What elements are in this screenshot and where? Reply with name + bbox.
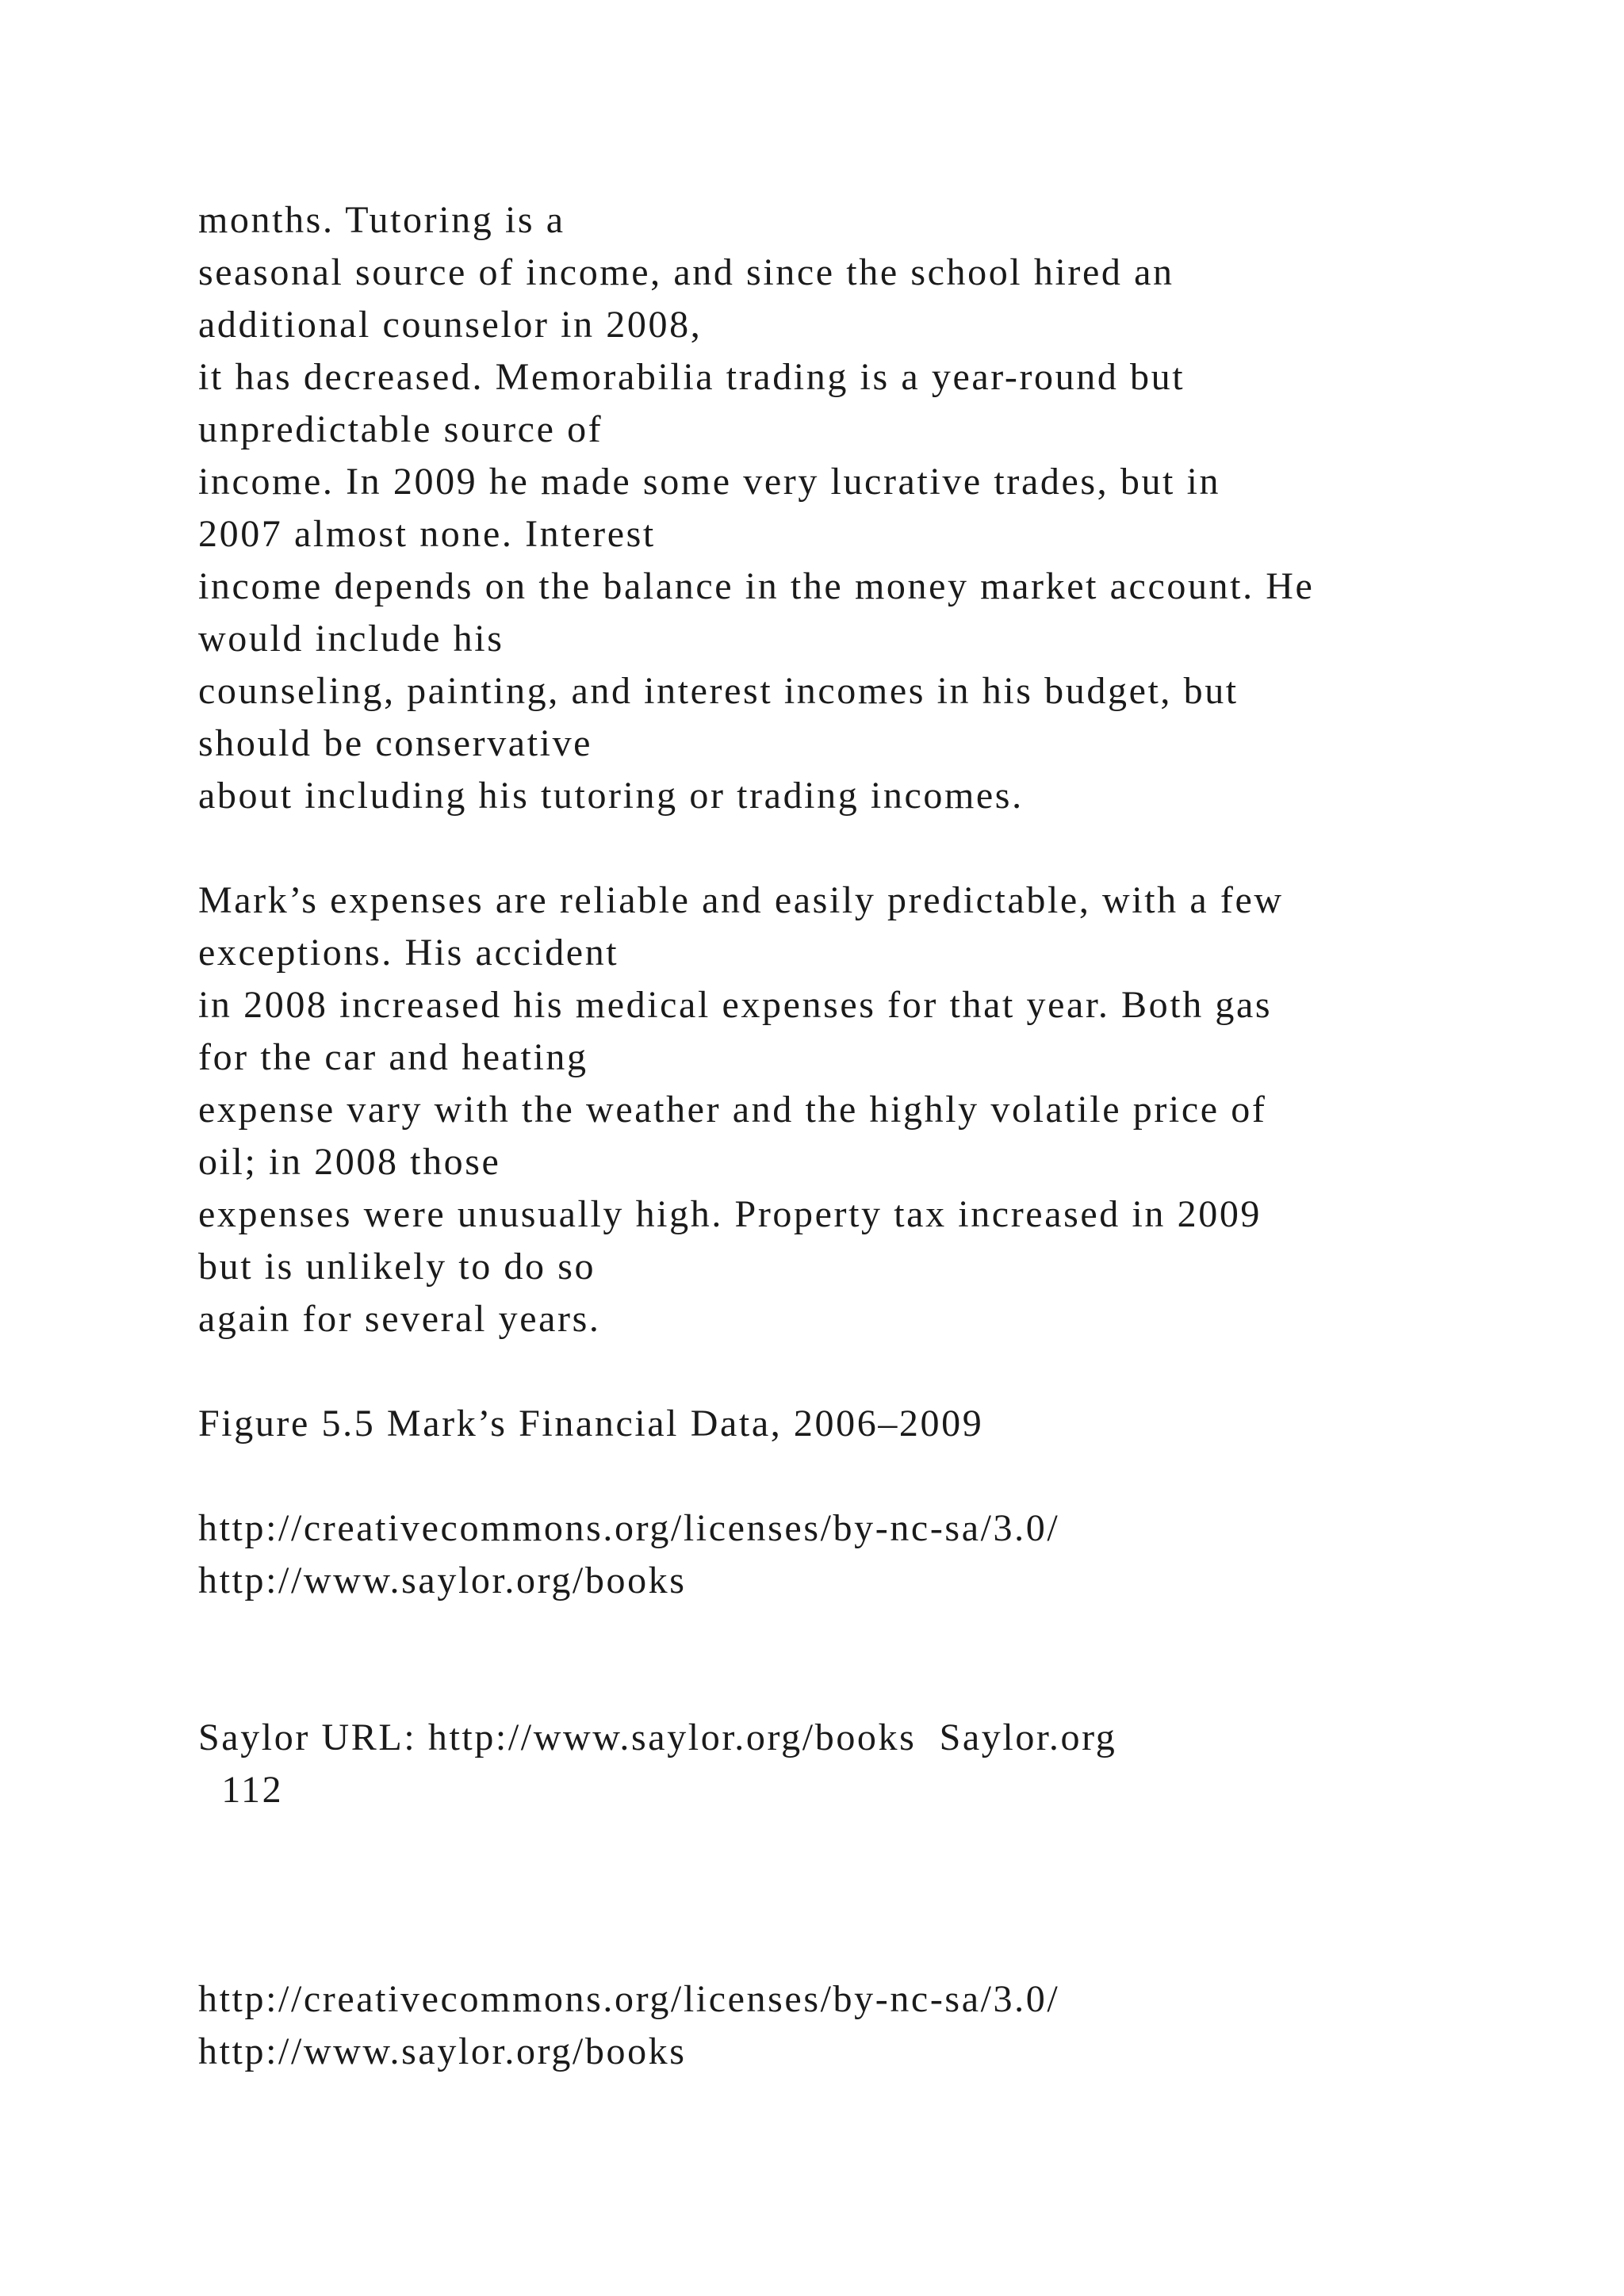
body-text-line: again for several years.	[198, 1298, 601, 1340]
body-text-line: it has decreased. Memorabilia trading is a year-round but	[198, 356, 1185, 398]
license-link[interactable]: http://creativecommons.org/licenses/by-nc-sa/3.0/	[198, 1978, 1060, 2020]
body-text-line: additional counselor in 2008,	[198, 304, 703, 346]
source-link[interactable]: http://www.saylor.org/books	[198, 1559, 687, 1601]
page-number: 112	[198, 1769, 284, 1811]
body-text-line: unpredictable source of	[198, 408, 603, 450]
body-text-line: months. Tutoring is a	[198, 199, 565, 241]
body-text-line: income depends on the balance in the money market account. He	[198, 565, 1315, 607]
license-link[interactable]: http://creativecommons.org/licenses/by-nc-sa/3.0/	[198, 1507, 1060, 1549]
body-text-line: expenses were unusually high. Property tax increased in 2009	[198, 1193, 1262, 1235]
body-text-line: expense vary with the weather and the highly volatile price of	[198, 1089, 1267, 1131]
body-text-line: about including his tutoring or trading incomes.	[198, 775, 1024, 817]
body-text-line: counseling, painting, and interest incomes in his budget, but	[198, 670, 1239, 712]
body-text-line: exceptions. His accident	[198, 932, 619, 974]
body-text-line: should be conservative	[198, 722, 593, 764]
body-text-line: in 2008 increased his medical expenses for that year. Both gas	[198, 984, 1273, 1026]
body-text-line: oil; in 2008 those	[198, 1141, 501, 1183]
body-text-line: for the car and heating	[198, 1036, 588, 1078]
body-text-line: seasonal source of income, and since the school hired an	[198, 251, 1174, 293]
body-text-line: but is unlikely to do so	[198, 1246, 596, 1288]
body-text-line: 2007 almost none. Interest	[198, 513, 656, 555]
figure-caption: Figure 5.5 Mark’s Financial Data, 2006–2009	[198, 1402, 984, 1445]
body-text-line: would include his	[198, 618, 504, 660]
body-text-line: income. In 2009 he made some very lucrative trades, but in	[198, 461, 1221, 503]
body-text-line: Mark’s expenses are reliable and easily predictable, with a few	[198, 879, 1284, 921]
page-footer: Saylor URL: http://www.saylor.org/books Saylor.org	[198, 1716, 1117, 1758]
source-link[interactable]: http://www.saylor.org/books	[198, 2030, 687, 2072]
